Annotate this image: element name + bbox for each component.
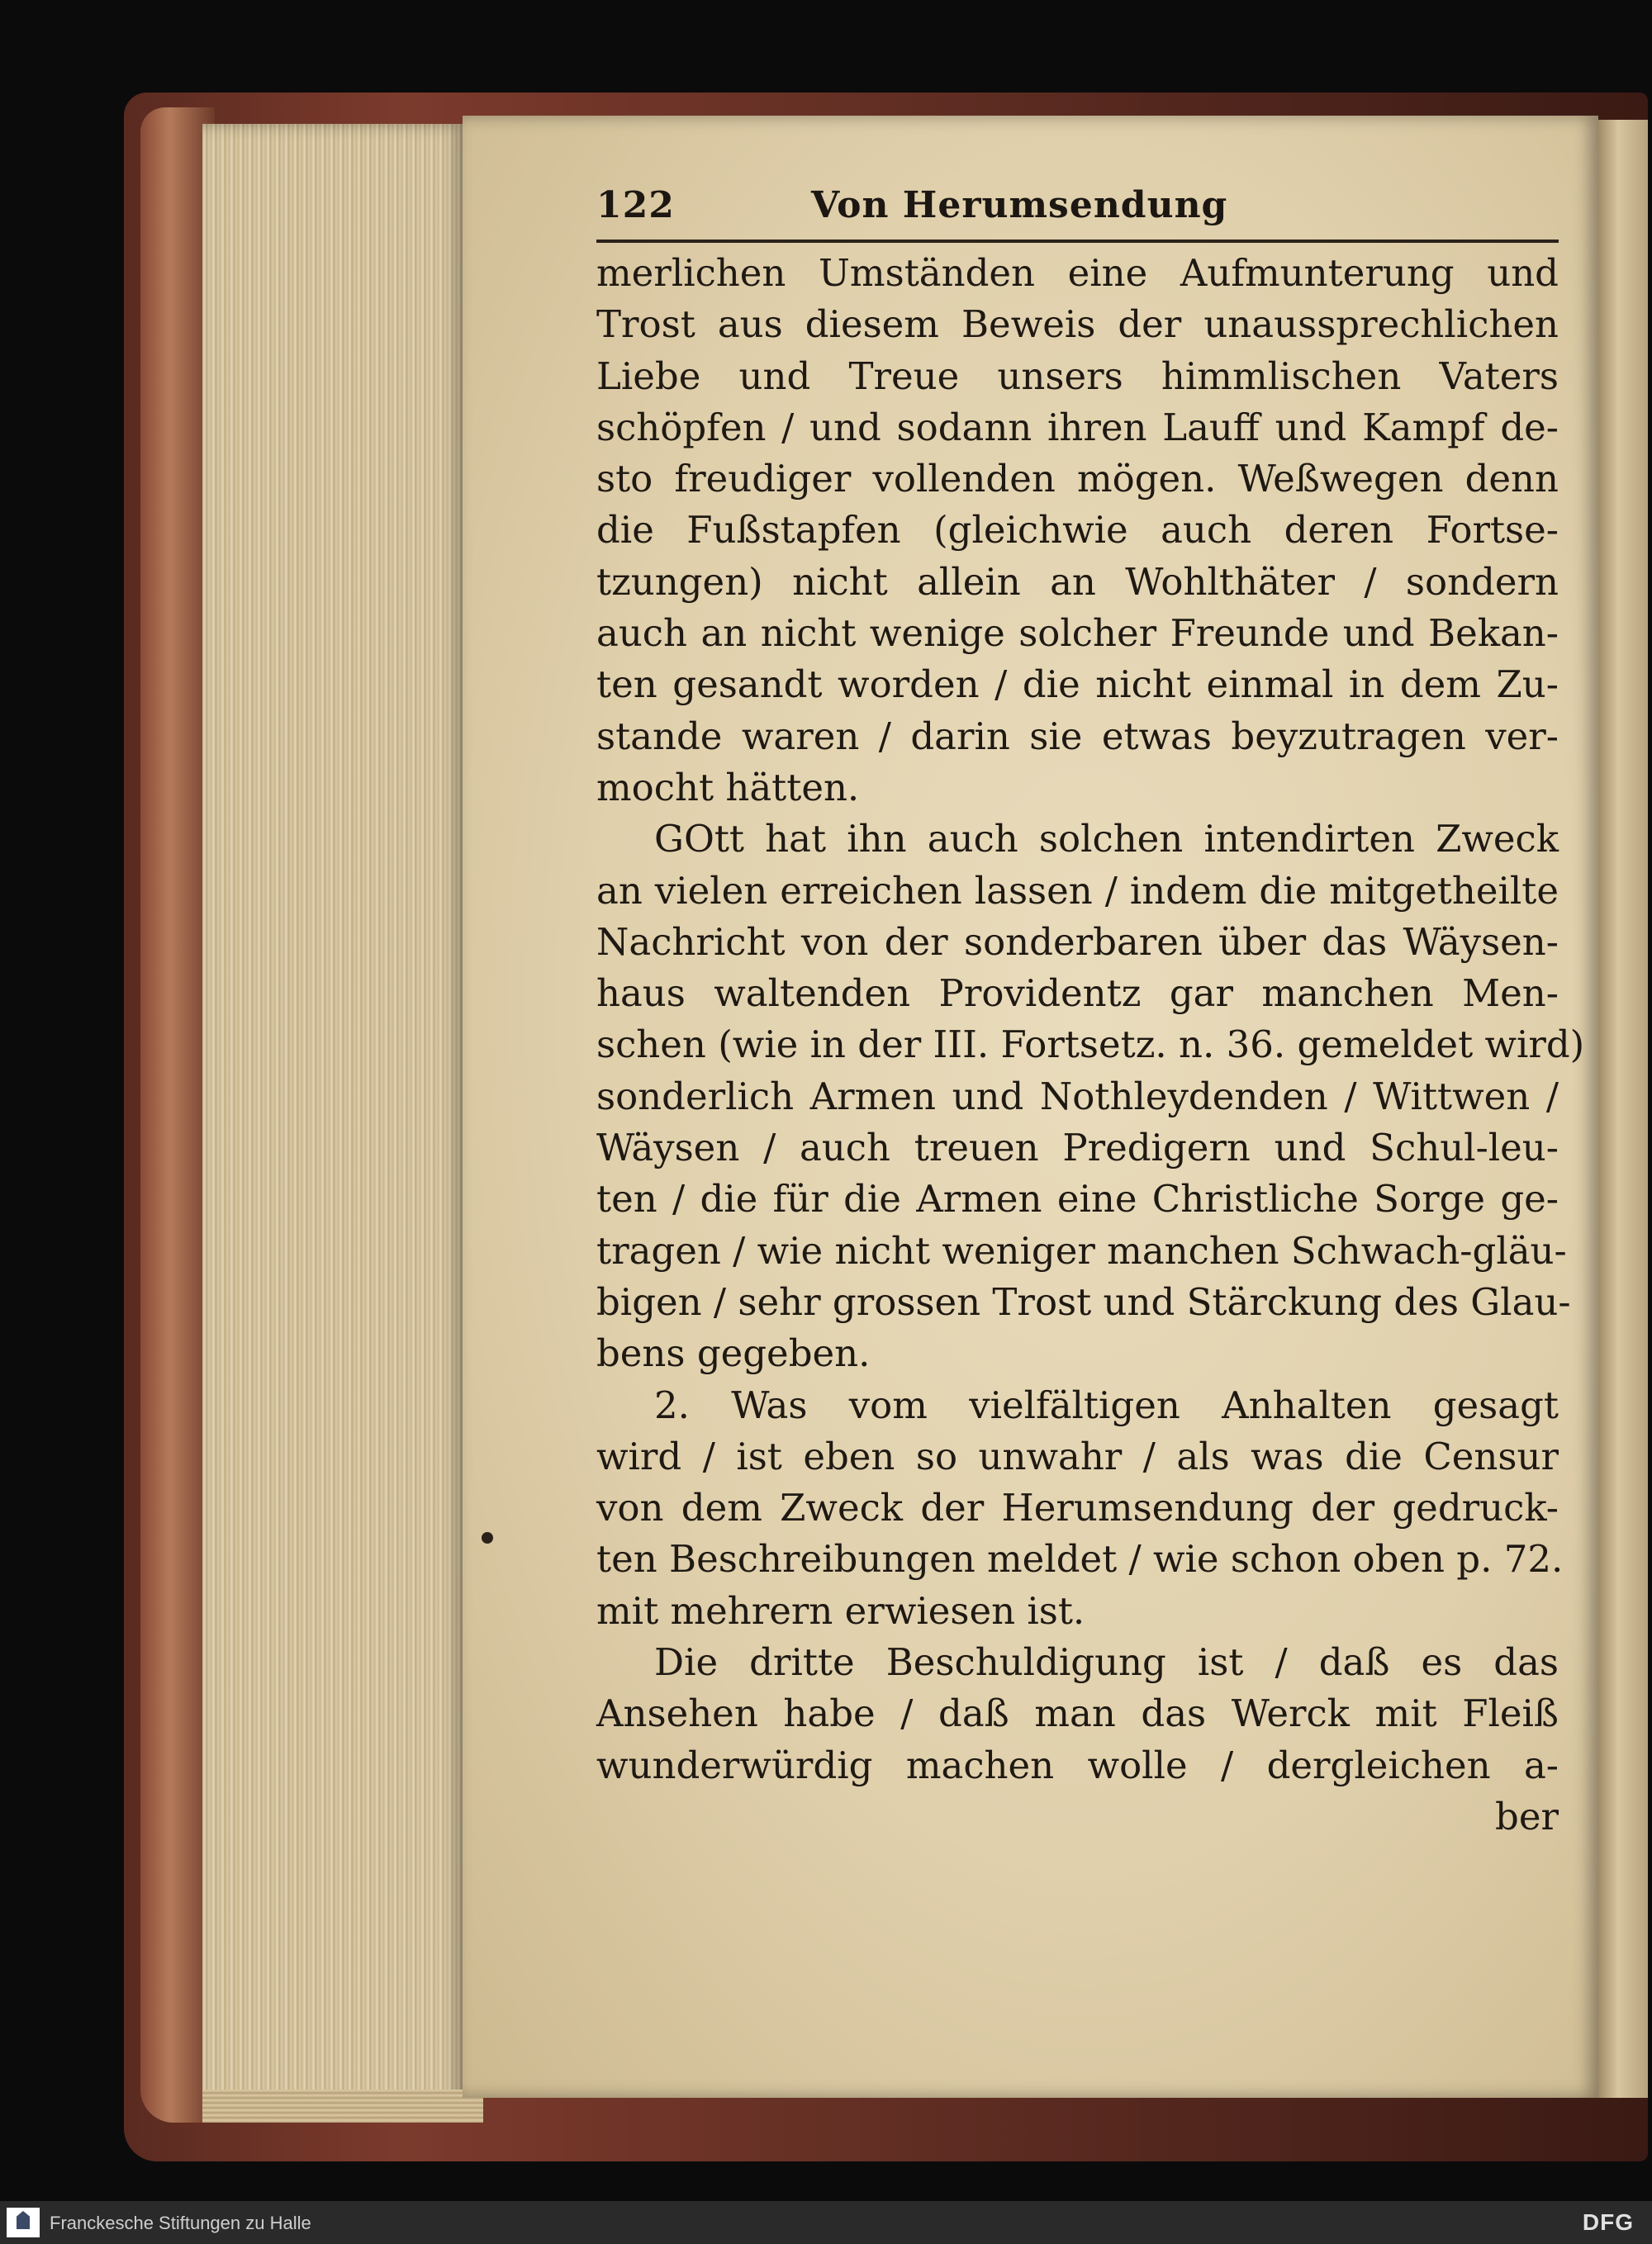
text-line: 2. Was vom vielfältigen Anhalten gesagt [654,1383,1559,1427]
institution-name[interactable]: Franckesche Stiftungen zu Halle [50,2213,311,2233]
text-line: bigen / sehr grossen Trost und Stärckung des Glau- [596,1279,1571,1324]
text-line: Nachricht von der sonderbaren über das Wäysen- [596,919,1559,964]
header-rule [596,240,1559,243]
margin-mark [482,1532,493,1544]
text-line: schen (wie in der III. Fortsetz. n. 36. gemeldet wird) [596,1022,1585,1067]
dfg-badge: DFG [1582,2209,1634,2235]
text-line: haus waltenden Providentz gar manchen Men- [596,971,1559,1016]
institution-logo-icon[interactable] [7,2208,40,2237]
running-title: Von Herumsendung [811,184,1228,226]
text-line: merlichen Umständen eine Aufmunterung und [596,251,1559,295]
text-line: Wäysen / auch treuen Predigern und Schul-leu- [596,1126,1559,1170]
page-header [596,178,1559,235]
text-line: die Fußstapfen (gleichwie auch deren Fortse- [596,508,1559,553]
text-line: bens gegeben. [596,1331,871,1376]
text-line: mocht hätten. [596,765,860,809]
text-line: stande waren / darin sie etwas beyzutragen ver- [596,714,1559,758]
text-line: ten gesandt worden / die nicht einmal in dem Zu- [596,662,1559,707]
text-line: Ansehen habe / daß man das Werck mit Fleiß [596,1691,1559,1736]
page-number: 122 [596,184,675,226]
text-line: an vielen erreichen lassen / indem die mitgetheilte [596,868,1559,913]
text-line: wird / ist eben so unwahr / als was die Censur [596,1434,1559,1478]
text-line: schöpfen / und sodann ihren Lauff und Kampf de- [596,405,1559,449]
facing-page-edge [1598,120,1648,2098]
page-block-edge [202,124,467,2110]
text-line: auch an nicht wenige solcher Freunde und Bekan- [596,611,1559,656]
catchword: ber [1495,1794,1559,1838]
text-line: ten / die für die Armen eine Christliche Sorge ge- [596,1177,1559,1222]
text-line: sonderlich Armen und Nothleydenden / Wittwen / [596,1074,1559,1118]
text-line: Die dritte Beschuldigung ist / daß es das [654,1640,1559,1685]
text-line: wunderwürdig machen wolle / dergleichen a- [596,1743,1559,1787]
viewer-footer [0,2201,1652,2244]
text-line: Trost aus diesem Beweis der unaussprechlichen [596,302,1559,347]
text-line: mit mehrern erwiesen ist. [596,1588,1085,1633]
text-line: GOtt hat ihn auch solchen intendirten Zweck [654,817,1559,861]
text-line: ten Beschreibungen meldet / wie schon oben p. 72. [596,1537,1564,1582]
text-line: tragen / wie nicht weniger manchen Schwach-gläu- [596,1228,1567,1273]
text-line: Liebe und Treue unsers himmlischen Vaters [596,353,1559,398]
page-block-bottom [202,2090,483,2123]
text-line: von dem Zweck der Herumsendung der gedruck- [596,1486,1559,1530]
text-line: sto freudiger vollenden mögen. Weßwegen denn [596,457,1559,501]
page-body-text [596,248,1585,1843]
text-line: tzungen) nicht allein an Wohlthäter / sondern [596,559,1559,604]
